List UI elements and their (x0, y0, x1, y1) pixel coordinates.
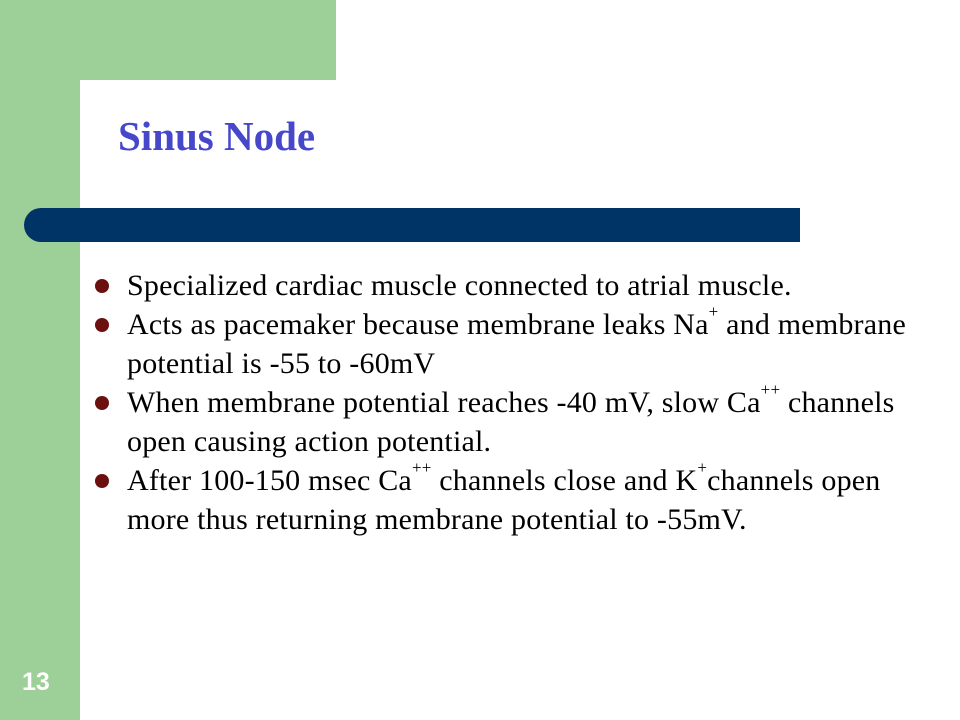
slide-title: Sinus Node (118, 113, 316, 159)
bullet-list (92, 266, 932, 539)
bullet-item: Acts as pacemaker because membrane leaks Na+ and membrane potential is -55 to -60mV (92, 305, 932, 383)
bullet-dot-icon (95, 474, 109, 488)
bullet-dot-icon (95, 318, 109, 332)
bullet-item: After 100-150 msec Ca++ channels close and K+channels open more thus returning membrane potential to -55mV. (92, 461, 932, 539)
slide-number: 13 (22, 668, 50, 696)
bullet-item: When membrane potential reaches -40 mV, slow Ca++ channels open causing action potential. (92, 383, 932, 461)
bullet-dot-icon (95, 396, 109, 410)
bullet-item: Specialized cardiac muscle connected to atrial muscle. (92, 266, 932, 305)
bullet-dot-icon (95, 279, 109, 293)
sidebar-background (0, 0, 80, 720)
header-background (0, 0, 336, 80)
title-underline-bar (24, 208, 800, 242)
